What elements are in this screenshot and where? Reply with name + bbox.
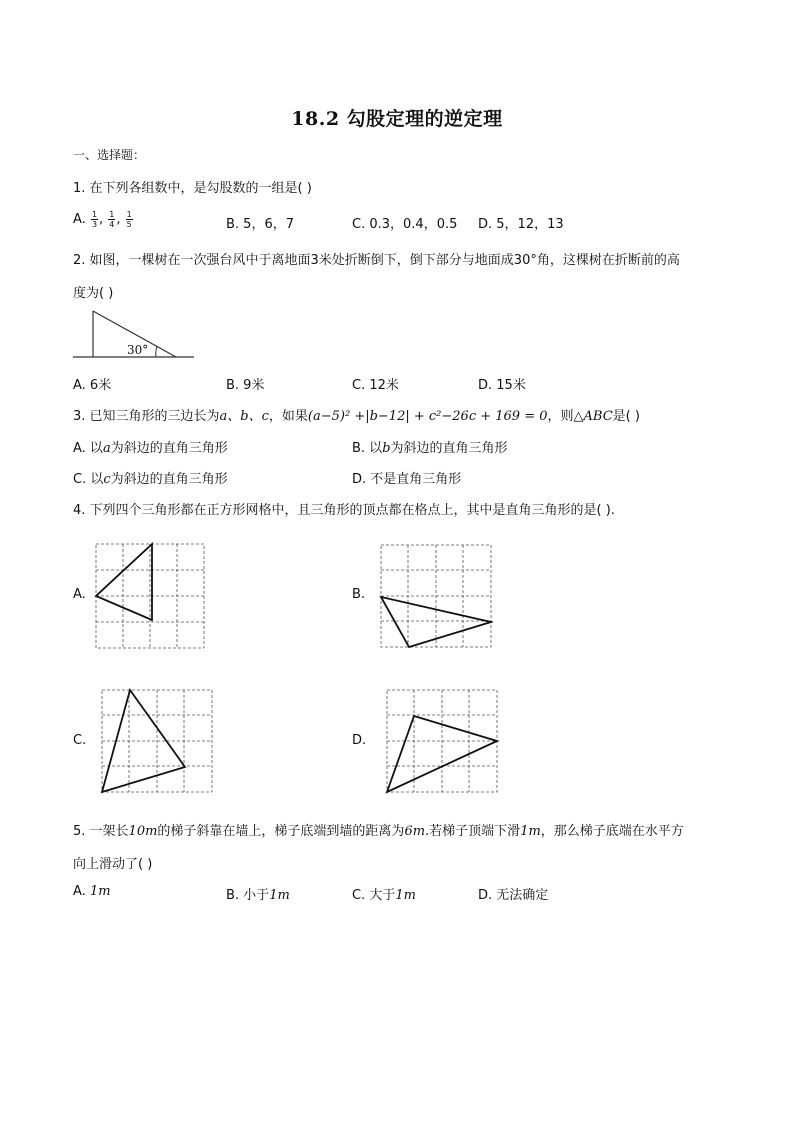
question-3-option-b: B. 以b为斜边的直角三角形 [352, 441, 508, 456]
question-3-option-a: A. 以a为斜边的直角三角形 [73, 441, 228, 456]
grid-lines-c [102, 690, 212, 792]
grid-figure-b [379, 543, 493, 649]
grid-lines-a [96, 544, 204, 648]
section-heading: 一、选择题： [73, 148, 146, 162]
question-2-option-b: B. 9米 [226, 378, 265, 393]
question-4-label-c: C. [73, 733, 87, 748]
angle-arc [156, 347, 157, 357]
question-2-stem-line2: 度为( ) [73, 286, 114, 301]
question-2-option-c: C. 12米 [352, 378, 399, 393]
triangle-name: △ABC [573, 409, 613, 424]
fraction-2: $\frac{1}{4}$ [109, 210, 115, 229]
question-5-option-c: C. 大于1m [352, 888, 416, 903]
question-4-label-b: B. [352, 587, 366, 602]
option-a-prefix: A. [73, 212, 86, 227]
question-5-option-d: D. 无法确定 [478, 888, 549, 903]
fraction-3: $\frac{1}{5}$ [126, 210, 132, 229]
question-1-option-d: D. 5，12，13 [478, 217, 564, 232]
question-4-stem: 4. 下列四个三角形都在正方形网格中，且三角形的顶点都在格点上，其中是直角三角形的是( ). [73, 503, 615, 518]
question-2-option-d: D. 15米 [478, 378, 526, 393]
question-3-stem: 3. 已知三角形的三边长为a、b、c，如果(a−5)² +|b−12| + c²−26c + 169 = 0，则△ABC是( ) [73, 409, 640, 424]
page-title: 18.2 勾股定理的逆定理 [291, 108, 503, 130]
question-1-option-a: A. $\frac{1}{3}$ , $\frac{1}{4}$ , $\frac{1}{5}$ [73, 210, 132, 229]
question-5-option-a: A. 1m [73, 884, 111, 899]
variables: a、b、c [219, 409, 269, 424]
question-4-label-d: D. [352, 733, 367, 748]
fraction-1: $\frac{1}{3}$ [91, 210, 98, 229]
triangle-a [96, 544, 152, 620]
grid-figure-a [94, 542, 206, 650]
question-1-option-b: B. 5，6，7 [226, 217, 294, 232]
grid-figure-d [385, 688, 499, 794]
question-3-option-c: C. 以c为斜边的直角三角形 [73, 472, 228, 487]
question-5-option-b: B. 小于1m [226, 888, 290, 903]
question-2-stem-line1: 2. 如图，一棵树在一次强台风中于离地面3米处折断倒下，倒下部分与地面成30°角，这棵树在折断前的高 [73, 253, 680, 268]
angle-label: 30° [127, 343, 149, 357]
question-1-option-c: C. 0.3，0.4，0.5 [352, 217, 458, 232]
question-5-stem-line1: 5. 一架长10m的梯子斜靠在墙上，梯子底端到墙的距离为6m.若梯子顶端下滑1m，那么梯子底端在水平方 [73, 824, 684, 839]
grid-lines-d [387, 690, 497, 792]
grid-lines-b [381, 545, 491, 647]
question-5-stem-line2: 向上滑动了( ) [73, 857, 153, 872]
question-1-stem: 1. 在下列各组数中，是勾股数的一组是( ) [73, 181, 312, 196]
question-2-option-a: A. 6米 [73, 378, 112, 393]
question-4-label-a: A. [73, 587, 86, 602]
tree-figure [70, 305, 196, 363]
question-3-option-d: D. 不是直角三角形 [352, 472, 462, 487]
equation: (a−5)² +|b−12| + c²−26c + 169 = 0 [307, 409, 548, 424]
grid-figure-c [100, 688, 214, 794]
